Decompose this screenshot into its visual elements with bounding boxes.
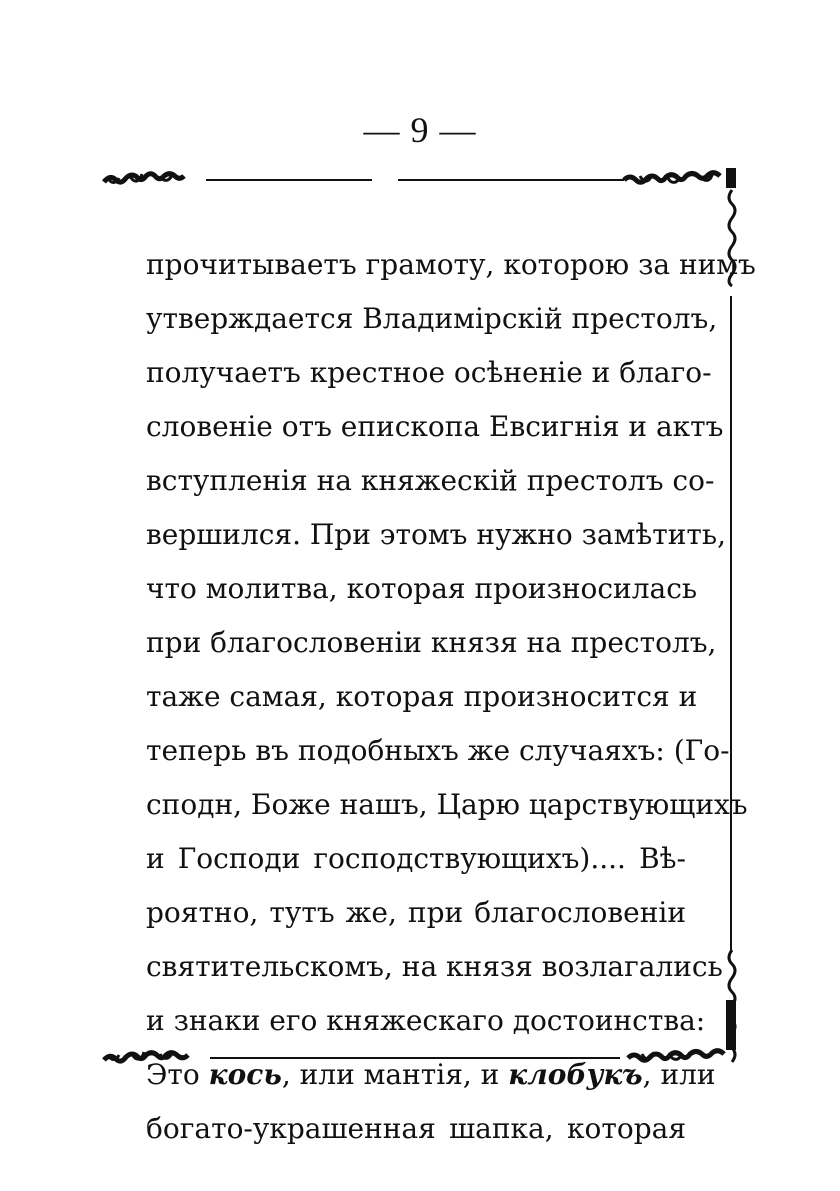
text-line: получаетъ крестное осѣненіе и благо- bbox=[146, 356, 712, 389]
text-line: святительскомъ, на князя возлагались bbox=[146, 950, 723, 983]
text-line: роятно, тутъ же, при благословеніи bbox=[146, 896, 686, 929]
text-line: вступленія на княжескій престолъ со- bbox=[146, 464, 715, 497]
italic-term: клобукъ bbox=[508, 1058, 643, 1091]
text-line: богато-украшенная шапка, которая bbox=[146, 1112, 686, 1145]
text-line: таже самая, которая произносится и bbox=[146, 680, 698, 713]
text-line: утверждается Владимірскій престолъ, bbox=[146, 302, 718, 335]
text-line: и Господи господствующихъ).... Вѣ- bbox=[146, 842, 686, 875]
text-fragment: , или мантія, и bbox=[281, 1058, 509, 1091]
text-line: и знаки его княжескаго достоинства: bbox=[146, 1004, 706, 1037]
text-fragment: , или bbox=[642, 1058, 716, 1091]
italic-term: кось bbox=[208, 1058, 282, 1091]
text-fragment: Это bbox=[146, 1058, 209, 1091]
text-line: вершился. При этомъ нужно замѣтить, bbox=[146, 518, 727, 551]
text-line: сподн, Боже нашъ, Царю царствующихъ bbox=[146, 788, 748, 821]
text-line: при благословеніи князя на престолъ, bbox=[146, 626, 717, 659]
text-line-with-italics bbox=[146, 1048, 716, 1102]
right-border-ornament-bottom bbox=[726, 950, 736, 1062]
body-text bbox=[146, 238, 756, 1156]
page-number: — 9 — bbox=[363, 110, 477, 150]
text-line: прочитываетъ грамоту, которою за нимъ bbox=[146, 248, 756, 281]
text-line: теперь въ подобныхъ же случаяхъ: (Го- bbox=[146, 734, 730, 767]
top-ornament-right bbox=[624, 168, 736, 188]
top-ornament-left bbox=[104, 174, 184, 183]
text-line: словеніе отъ епископа Евсигнія и актъ bbox=[146, 410, 724, 443]
text-line: что молитва, которая произносилась bbox=[146, 572, 698, 605]
